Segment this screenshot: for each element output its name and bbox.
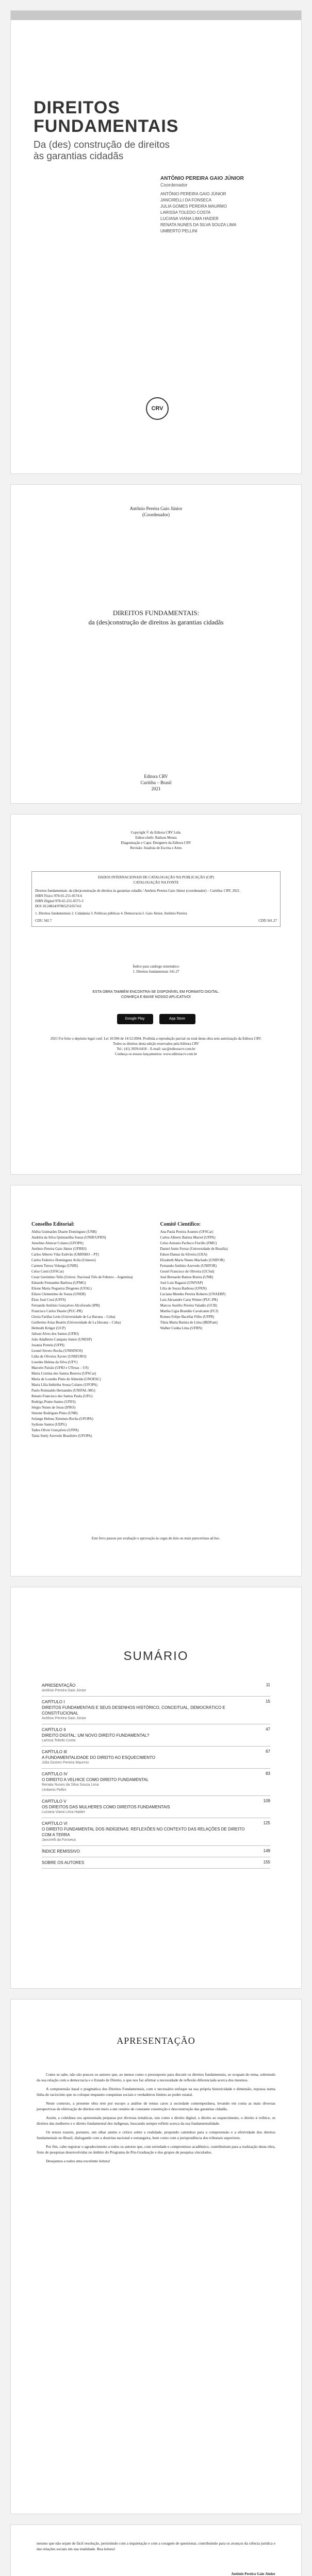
rights-block xyxy=(42,1036,270,1057)
contributor: RENATA NUNES DA SILVA SOUZA LIMA xyxy=(160,223,237,227)
council-member: Elizeu Clementino de Souza (UNEB) xyxy=(31,1292,86,1296)
editorial-council-heading: Conselho Editorial: xyxy=(31,1222,75,1227)
crv-logo: CRV xyxy=(146,397,169,420)
diagram-line: Diagramação e Capa: Designers da Editora CRV xyxy=(121,841,191,845)
council-member: Simone Rodrigues Pinto (UNB) xyxy=(31,1411,78,1415)
presentation-paragraph: Como se sabe, não são poucos os autores que, ao menos como o pressuposto para discutir os direitos fundamentais, se ocupam do tema, sobretudo da sua relação com a democracia e o Estado de Direito, o que nos faz afirmar a necessidade de reflexão diferenciada acerca dos mesmos. xyxy=(37,2072,275,2082)
presentation-paragraph: Neste contexto, a presente obra tem por escopo a análise de temas caros à sociedade contemporânea, levando em conta as mais diversas perspectivas de efetivação de direitos em meio a um cenário de constante construção e desconstrução das garantias cidadãs. xyxy=(37,2101,275,2111)
half-title-line1: DIREITOS FUNDAMENTAIS: xyxy=(112,609,200,617)
toc-author: Luciana Viana Lima Haider xyxy=(42,1810,85,1814)
catalog-heading: DADOS INTERNACIONAIS DE CATALOGAÇÃO NA PUBLICAÇÃO (CIP) xyxy=(98,875,214,879)
council-member: Tânia Maria Batista de Lima (IBDFam) xyxy=(160,1320,218,1325)
council-member: José Luiz Ragazzi (UNIVAP) xyxy=(160,1281,203,1285)
rights-address: Todos os direitos desta edição reservados pela Editora CRV xyxy=(113,1042,199,1046)
contributor: UMBERTO PELLINI xyxy=(160,229,198,233)
half-title-author-block xyxy=(11,505,301,518)
google-play-badge[interactable]: Google Play xyxy=(117,1014,153,1024)
copyright-page xyxy=(10,814,302,1175)
council-member: Carlos Federico Dominguez Avila (Unieuro) xyxy=(31,1258,96,1262)
presentation-continuation xyxy=(37,2540,275,2555)
toc-item[interactable] xyxy=(42,1680,270,1697)
isbn-print: ISBN Físico 978-65-251-0574-6 xyxy=(35,894,83,898)
presentation-continued-page xyxy=(10,2524,302,2576)
toc-author: Antônio Pereira Gaio Júnior xyxy=(42,1717,86,1720)
council-member: Ana Paula Pereira Arantes (UFSCar) xyxy=(160,1230,214,1234)
cover-title xyxy=(34,98,178,135)
council-member: Marcelo Paixão (UFRJ e UTexas – US) xyxy=(31,1366,89,1370)
council-member: Celso Conti (UFSCar) xyxy=(31,1269,64,1274)
half-title-page xyxy=(10,484,302,804)
council-member: Francisco Carlos Duarte (PUC-PR) xyxy=(31,1309,83,1313)
revision-line: Revisão: Analista de Escrita e Artes xyxy=(130,846,182,850)
council-member: Luciana Mendes Pereira Roberto (UNAERP) xyxy=(160,1292,226,1296)
rights-contact: Tel.: (41) 3039-6418 – E-mail: sac@editoracrv.com.br xyxy=(117,1047,195,1051)
council-member: Leonel Severo Rocha (UNISINOS) xyxy=(31,1349,83,1353)
cover-subtitle-line2: às garantias cidadãs xyxy=(34,151,124,162)
cover-author-role: Coordenador xyxy=(160,182,188,188)
half-title-author: Antônio Pereira Gaio Júnior xyxy=(129,506,183,511)
toc-title: APRESENTAÇÃO xyxy=(42,1683,76,1688)
half-title-title xyxy=(11,608,301,627)
toc-item[interactable] xyxy=(42,1846,270,1857)
toc-page-number: 11 xyxy=(266,1683,270,1687)
council-member: Edson Damas da Silveira (UEA) xyxy=(160,1252,207,1257)
council-member: Helmuth Krüger (UCP) xyxy=(31,1326,66,1330)
half-title-imprint xyxy=(11,773,301,792)
council-member: João Adalberto Campato Junior (UNESP) xyxy=(31,1337,92,1342)
toc-item[interactable] xyxy=(42,1769,270,1796)
council-member: Aldira Guimarães Duarte Domínguez (UNB) xyxy=(31,1230,97,1234)
council-page xyxy=(10,1185,302,1577)
council-member: Josania Portela (UFPI) xyxy=(31,1343,64,1347)
council-member: Solange Helena Ximenes-Rocha (UFOPA) xyxy=(31,1417,93,1421)
toc-page-number: 149 xyxy=(263,1849,270,1853)
toc-title: CAPÍTULO V OS DIREITOS DAS MULHERES COMO DIREITOS FUNDAMENTAIS xyxy=(42,1799,170,1809)
half-title-year: 2021 xyxy=(151,786,161,791)
store-text: ESTA OBRA TAMBÉM ENCONTRA-SE DISPONÍVEL EM FORMATO DIGITAL. CONHEÇA E BAIXE NOSSO APLICATIVO! xyxy=(92,990,220,999)
council-member: Walber Cunha Lima (UFRN) xyxy=(160,1326,203,1330)
presentation-page xyxy=(10,1999,302,2514)
cover-contributors xyxy=(160,191,236,234)
signature-line: Antônio Pereira Gaio Júnior xyxy=(231,2572,275,2576)
council-member: Gloria Fariñas León (Universidade de La Havana – Cuba) xyxy=(31,1315,116,1319)
presentation-paragraph: Assim, a coletânea ora apresentada perpassa por diversas temáticas, tais como o direito digital, o direito ao esquecimento, o direito à velhice, os direitos das mulheres e o direito fundamental dos indígenas, buscando sempre refletir acerca da sua fundamentalidade. xyxy=(37,2115,275,2126)
toc-author: Jancirelli da Fonseca xyxy=(42,1838,76,1842)
council-member: Maria Lília Imbiriba Sousa Colares (UFOPA) xyxy=(31,1383,97,1387)
half-title-role: (Coordenador) xyxy=(142,512,170,517)
toc-author: Renata Nunes da Silva Souza Lima Umberto Pellini xyxy=(42,1783,99,1792)
cdu: CDU 342.7 xyxy=(35,919,52,923)
contributor: JANCIRELLI DA FONSECA xyxy=(160,198,212,202)
toc-item[interactable] xyxy=(42,1747,270,1769)
toc-title: CAPÍTULO II DIREITO DIGITAL: UM NOVO DIREITO FUNDAMENTAL? xyxy=(42,1727,150,1738)
council-member: Élsio José Corá (UFFS) xyxy=(31,1298,66,1302)
council-member: Tania Suely Azevedo Brasileiro (UFOPA) xyxy=(31,1434,92,1438)
toc-item[interactable] xyxy=(42,1818,270,1846)
council-member: Rodrigo Pratte-Santos (UFES) xyxy=(31,1400,76,1404)
council-member: Andréia da Silva Quintanilha Sousa (UNIR/UFRN) xyxy=(31,1235,106,1240)
council-member: Romeu Felipe Bacellar Filho (UFPR) xyxy=(160,1315,215,1319)
cover-accent-band xyxy=(11,11,301,20)
catalog-sub: CATALOGAÇÃO NA FONTE xyxy=(133,880,179,885)
half-title-line2: da (des)construção de direitos às garantias cidadãs xyxy=(88,618,224,626)
council-member: Cesar Gerónimo Tello (Univer. Nacional Três de Febrero – Argentina) xyxy=(31,1275,133,1279)
toc-author: Antônio Pereira Gaio Júnior xyxy=(42,1689,86,1692)
summary-page xyxy=(10,1587,302,1989)
toc-title: SOBRE OS AUTORES xyxy=(42,1860,85,1865)
toc-title: CAPÍTULO IV O DIREITO A VELHICE COMO DIREITO FUNDAMENTAL xyxy=(42,1772,149,1782)
council-member: Guillermo Arias Beatón (Universidade de La Havana – Cuba) xyxy=(31,1320,121,1325)
council-member: Fernando Antônio Gonçalves Alcoforado (IPB) xyxy=(31,1303,100,1308)
council-member: Sérgio Nunes de Jesus (IFRO) xyxy=(31,1405,76,1410)
council-member: Anselmo Alencar Colares (UFOPA) xyxy=(31,1241,84,1245)
toc-page-number: 47 xyxy=(266,1727,270,1732)
council-member: Celso Antonio Pacheco Fiorillo (FMU) xyxy=(160,1241,217,1245)
council-member: Marcos Aurélio Pereira Valadão (UCB) xyxy=(160,1303,217,1308)
presentation-signature xyxy=(147,2571,275,2576)
toc-title: ÍNDICE REMISSIVO xyxy=(42,1849,80,1854)
presentation-body xyxy=(37,2072,275,2167)
council-member: Elione Maria Nogueira Diogenes (UFAL) xyxy=(31,1286,92,1291)
half-title-place: Curitiba – Brasil xyxy=(140,780,172,785)
credits-block xyxy=(11,830,301,851)
contributor: ANTÔNIO PEREIRA GAIO JÚNIOR xyxy=(160,192,226,196)
store-badges xyxy=(11,1013,301,1024)
contributor: LUCIANA VIANA LIMA HAIDER xyxy=(160,216,219,221)
catalog-body: Direitos fundamentais: da (des)construção de direitos às garantias cidadãs / Antônio Pereira Gaio Júnior (coordenador) – Curitiba: CRV, 2021. xyxy=(35,889,241,893)
toc-page-number: 155 xyxy=(263,1860,270,1865)
cover-author: ANTÔNIO PEREIRA GAIO JÚNIOR xyxy=(160,176,244,181)
index-body: 1. Direitos fundamentais 341.27 xyxy=(133,970,179,974)
toc-title: CAPÍTULO VI O DIREITO FUNDAMENTAL DOS INDÍGENAS: REFLEXÕES NO CONTEXTO DAS RELAÇÕES DE DIREITO COM A TERRA xyxy=(42,1821,245,1837)
toc-page-number: 109 xyxy=(263,1799,270,1803)
council-member: Luis Alexandre Carta Winter (PUC-PR) xyxy=(160,1298,218,1302)
cdd: CDD 341.27 xyxy=(258,919,277,923)
council-member: Gesiel Francisco de Oliveira (UCSal) xyxy=(160,1269,215,1274)
council-member: Eduardo Fernandes Barbosa (UFMG) xyxy=(31,1281,86,1285)
presentation-paragraph: Desejamos a todos uma excelente leitura! xyxy=(46,2159,110,2163)
toc-item[interactable] xyxy=(42,1857,270,1869)
half-title-publisher: Editora CRV xyxy=(144,774,168,779)
toc-item[interactable] xyxy=(42,1796,270,1818)
toc-page-number: 67 xyxy=(266,1749,270,1754)
app-store-badge[interactable]: App Store xyxy=(159,1014,195,1024)
isbn-digital: ISBN Digital 978-65-251-0575-3 xyxy=(35,899,84,903)
copyright-line: Copyright © da Editora CRV Ltda. xyxy=(130,831,182,835)
doi: DOI 10.24824/978652510574.6 xyxy=(35,904,81,908)
council-member: Lourdes Helena da Silva (UFV) xyxy=(31,1360,78,1364)
index-title: Índice para catálogo sistemático xyxy=(133,964,179,969)
editor-line: Editor-chefe: Railson Moura xyxy=(135,836,177,840)
toc-item[interactable] xyxy=(42,1724,270,1747)
toc-author: Larissa Toledo Costa xyxy=(42,1739,76,1742)
rights-site: Conheça os nossos lançamentos: www.editoracrv.com.br xyxy=(114,1052,198,1056)
presentation-title: APRESENTAÇÃO xyxy=(117,2036,195,2046)
toc-page-number: 125 xyxy=(263,1821,270,1825)
presentation-paragraph: A compreensão basal e pragmática dos Direitos Fundamentais, com o necessário enfoque na sua própria historicidade e dimensão, repousa numa linha de raciocínio que os coloque enquanto conquistas sociais e verdadeiros limites ao poder estatal. xyxy=(37,2087,275,2097)
council-member: Carmen Tereza Velanga (UNIR) xyxy=(31,1264,78,1268)
council-member: Antônio Pereira Gaio Júnior (UFRRJ) xyxy=(31,1247,87,1251)
council-member: Carlos Alberto Batista Maciel (UFPA) xyxy=(160,1235,216,1240)
catalog-box xyxy=(31,871,281,927)
scientific-committee-heading: Comitê Científico: xyxy=(160,1222,201,1227)
council-member: Jailson Alves dos Santos (UFRJ) xyxy=(31,1332,79,1336)
peer-review-note: Este livro passou por avaliação e aprovação às cegas de dois ou mais pareceristas ad hoc. xyxy=(91,1536,221,1540)
council-member: Maria Cristina dos Santos Bezerra (UFSCar) xyxy=(31,1371,96,1376)
council-member: Elizabeth Maria Nunes Machado (UNIFOR) xyxy=(160,1258,225,1262)
presentation-paragraph: Por fim, cabe registrar o agradecimento a todos os autores que, com seriedade e compromisso acadêmico, contribuíram para a realização desta obra, fruto de pesquisas desenvolvidas no âmbito do Programa de Pós-Graduação e dos grupos de pesquisa vinculados. xyxy=(37,2144,275,2155)
table-of-contents xyxy=(42,1680,270,1869)
council-member: Tadeu Oliver Gonçalves (UFPA) xyxy=(31,1428,79,1432)
cover-subtitle-line1: Da (des) construção de direitos xyxy=(34,140,170,150)
council-member: Carlos Alberto Vilar Estêvão (UMINHO – PT) xyxy=(31,1252,99,1257)
editorial-council xyxy=(31,1222,152,1439)
cover-title-line2: FUNDAMENTAIS xyxy=(34,116,179,136)
council-member: Fernando Antônio Azevedo (UNIFOR) xyxy=(160,1264,217,1268)
council-member: Martha Lígia Brandão Cavalcante (FCJ) xyxy=(160,1309,219,1313)
index-block xyxy=(11,964,301,974)
council-member: José Bernardo Ramos Boeira (UNB) xyxy=(160,1275,214,1279)
toc-page-number: 15 xyxy=(266,1699,270,1704)
cover-page xyxy=(10,10,302,474)
council-member: Lídia de Oliveira Xavier (UNIEURO) xyxy=(31,1354,87,1359)
contributor: JULIA GOMES PEREIRA MAURMO xyxy=(160,204,227,209)
summary-title: SUMÁRIO xyxy=(123,1649,189,1663)
council-member: Paulo Romualdo Hernandes (UNIFAL-MG) xyxy=(31,1388,95,1393)
toc-title: CAPÍTULO III A FUNDAMENTALIDADE DO DIREITO AO ESQUECIMENTO xyxy=(42,1750,156,1760)
council-member: Maria de Lourdes Pinto de Almeida (UNOESC) xyxy=(31,1377,101,1381)
council-member: Lília de Souza Barbosa (UFRN) xyxy=(160,1286,207,1291)
contributor: LARISSA TOLEDO COSTA xyxy=(160,210,211,215)
council-member: Daniel Amin Ferraz (Universidade de Brasília) xyxy=(160,1247,228,1251)
continuation-paragraph: mesmo que não sejam de fácil resolução, persistindo com a inquietação e com a coragem de questionar, contribuindo para os avanços da ciência jurídica e das relações sociais em sua totalidade. Boa leitura! xyxy=(37,2541,275,2551)
toc-title: CAPÍTULO I DIREITOS FUNDAMENTAIS E SEUS DESENHOS HISTÓRICO, CONCEITUAL, DEMOCRÁTICO E CONSTITUCIONAL xyxy=(42,1700,225,1716)
presentation-paragraph: Os textos trazem, portanto, um olhar atento e crítico sobre a realidade, propondo caminhos para a compreensão e a efetividade dos direitos fundamentais no Brasil, dialogando com a doutrina nacional e estrangeira, bem como com a jurisprudência dos tribunais superiores. xyxy=(37,2130,275,2140)
council-columns xyxy=(31,1222,281,1439)
council-member: Sydione Santos (UEPG) xyxy=(31,1422,67,1427)
rights-text: 2021 Foi feito o depósito legal conf. Lei 10.994 de 14/12/2004. Proibida a reprodução parcial ou total desta obra sem autorização da Editora CRV. xyxy=(50,1037,262,1041)
cover-subtitle xyxy=(34,140,170,162)
council-member: Renato Francisco dos Santos Paula (UFG) xyxy=(31,1394,93,1398)
cover-title-line1: DIREITOS xyxy=(34,98,120,117)
scientific-committee xyxy=(160,1222,281,1439)
toc-item[interactable] xyxy=(42,1697,270,1724)
subjects: 1. Direitos fundamentais 2. Cidadania 3. Políticas públicas 4. Democracia I. Gaio Júnior, Antônio Pereira xyxy=(35,911,187,916)
toc-page-number: 83 xyxy=(266,1771,270,1776)
toc-author: Júlia Gomes Pereira Maurmo xyxy=(42,1761,89,1765)
